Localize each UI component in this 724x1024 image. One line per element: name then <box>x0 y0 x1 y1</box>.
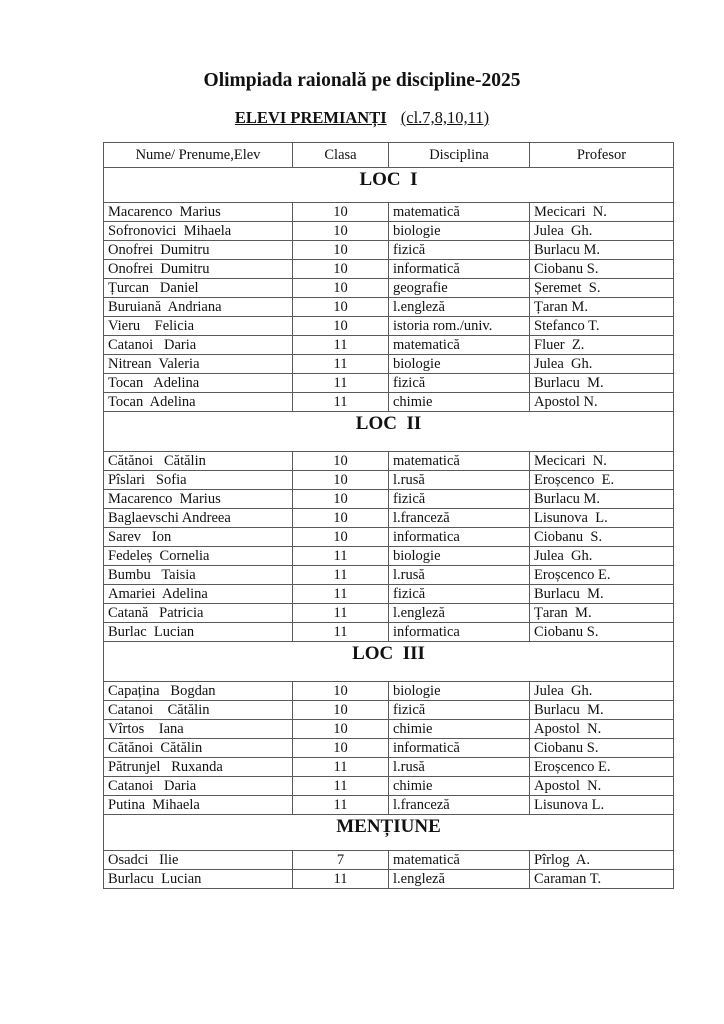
table-row <box>104 509 674 528</box>
discipline-cell: fizică <box>389 374 530 393</box>
teacher-cell: Apostol N. <box>530 720 674 739</box>
student-name-cell: Țurcan Daniel <box>104 279 293 298</box>
teacher-cell: Ciobanu S. <box>530 623 674 642</box>
teacher-cell: Julea Gh. <box>530 682 674 701</box>
class-cell: 10 <box>293 528 389 547</box>
discipline-cell: geografie <box>389 279 530 298</box>
student-name-cell: Tocan Adelina <box>104 374 293 393</box>
class-cell: 11 <box>293 758 389 777</box>
discipline-cell: informatica <box>389 528 530 547</box>
class-cell: 11 <box>293 393 389 412</box>
table-row <box>104 317 674 336</box>
section-title: MENȚIUNE <box>104 815 674 851</box>
section-header-row <box>104 412 674 452</box>
table-header-row <box>104 143 674 168</box>
student-name-cell: Macarenco Marius <box>104 490 293 509</box>
class-cell: 10 <box>293 471 389 490</box>
table-body <box>104 168 674 889</box>
table-row <box>104 623 674 642</box>
student-name-cell: Onofrei Dumitru <box>104 241 293 260</box>
awards-table <box>103 142 674 889</box>
header-discipline: Disciplina <box>389 143 530 168</box>
teacher-cell: Burlacu M. <box>530 241 674 260</box>
table-row <box>104 547 674 566</box>
student-name-cell: Macarenco Marius <box>104 203 293 222</box>
class-cell: 10 <box>293 260 389 279</box>
class-cell: 11 <box>293 566 389 585</box>
class-cell: 11 <box>293 870 389 889</box>
section-header-row <box>104 642 674 682</box>
table-row <box>104 739 674 758</box>
teacher-cell: Fluer Z. <box>530 336 674 355</box>
student-name-cell: Osadci Ilie <box>104 851 293 870</box>
table-row <box>104 604 674 623</box>
section-header-row <box>104 168 674 203</box>
student-name-cell: Vieru Felicia <box>104 317 293 336</box>
teacher-cell: Caraman T. <box>530 870 674 889</box>
table-row <box>104 260 674 279</box>
document-title: Olimpiada raională pe discipline-2025 <box>203 70 521 91</box>
table-row <box>104 566 674 585</box>
discipline-cell: l.franceză <box>389 509 530 528</box>
teacher-cell: Eroșcenco E. <box>530 758 674 777</box>
section-header-row <box>104 815 674 851</box>
student-name-cell: Catanoi Daria <box>104 336 293 355</box>
class-cell: 11 <box>293 796 389 815</box>
student-name-cell: Cătănoi Cătălin <box>104 739 293 758</box>
table-row <box>104 777 674 796</box>
class-cell: 10 <box>293 739 389 758</box>
discipline-cell: biologie <box>389 682 530 701</box>
teacher-cell: Lisunova L. <box>530 796 674 815</box>
class-cell: 11 <box>293 604 389 623</box>
discipline-cell: informatica <box>389 623 530 642</box>
teacher-cell: Julea Gh. <box>530 222 674 241</box>
class-cell: 10 <box>293 452 389 471</box>
student-name-cell: Tocan Adelina <box>104 393 293 412</box>
table-row <box>104 393 674 412</box>
class-cell: 10 <box>293 682 389 701</box>
student-name-cell: Putina Mihaela <box>104 796 293 815</box>
section-title: LOC I <box>104 168 674 203</box>
teacher-cell: Burlacu M. <box>530 701 674 720</box>
class-cell: 11 <box>293 547 389 566</box>
class-cell: 10 <box>293 222 389 241</box>
document-subtitle <box>0 108 724 128</box>
teacher-cell: Ciobanu S. <box>530 260 674 279</box>
student-name-cell: Amariei Adelina <box>104 585 293 604</box>
table-row <box>104 701 674 720</box>
class-cell: 10 <box>293 203 389 222</box>
table-row <box>104 336 674 355</box>
table-row <box>104 452 674 471</box>
header-name: Nume/ Prenume,Elev <box>104 143 293 168</box>
discipline-cell: matematică <box>389 851 530 870</box>
class-cell: 10 <box>293 279 389 298</box>
teacher-cell: Julea Gh. <box>530 355 674 374</box>
discipline-cell: matematică <box>389 452 530 471</box>
discipline-cell: fizică <box>389 585 530 604</box>
discipline-cell: fizică <box>389 701 530 720</box>
student-name-cell: Pătrunjel Ruxanda <box>104 758 293 777</box>
class-cell: 10 <box>293 509 389 528</box>
discipline-cell: informatică <box>389 739 530 758</box>
class-cell: 11 <box>293 585 389 604</box>
teacher-cell: Stefanco T. <box>530 317 674 336</box>
table-row <box>104 298 674 317</box>
discipline-cell: biologie <box>389 355 530 374</box>
subtitle-classes: (cl.7,8,10,11) <box>400 108 490 127</box>
table-row <box>104 851 674 870</box>
discipline-cell: fizică <box>389 490 530 509</box>
student-name-cell: Sofronovici Mihaela <box>104 222 293 241</box>
section-title: LOC II <box>104 412 674 452</box>
student-name-cell: Burlac Lucian <box>104 623 293 642</box>
class-cell: 7 <box>293 851 389 870</box>
discipline-cell: informatică <box>389 260 530 279</box>
teacher-cell: Ciobanu S. <box>530 528 674 547</box>
table-row <box>104 241 674 260</box>
teacher-cell: Pîrlog A. <box>530 851 674 870</box>
student-name-cell: Bumbu Taisia <box>104 566 293 585</box>
student-name-cell: Nitrean Valeria <box>104 355 293 374</box>
table-row <box>104 355 674 374</box>
student-name-cell: Cătănoi Cătălin <box>104 452 293 471</box>
student-name-cell: Pîslari Sofia <box>104 471 293 490</box>
discipline-cell: matematică <box>389 336 530 355</box>
discipline-cell: l.engleză <box>389 604 530 623</box>
section-title: LOC III <box>104 642 674 682</box>
student-name-cell: Fedeleș Cornelia <box>104 547 293 566</box>
teacher-cell: Eroșcenco E. <box>530 566 674 585</box>
table-row <box>104 758 674 777</box>
discipline-cell: istoria rom./univ. <box>389 317 530 336</box>
discipline-cell: l.rusă <box>389 758 530 777</box>
student-name-cell: Baglaevschi Andreea <box>104 509 293 528</box>
class-cell: 11 <box>293 355 389 374</box>
table-row <box>104 682 674 701</box>
class-cell: 10 <box>293 701 389 720</box>
discipline-cell: l.engleză <box>389 870 530 889</box>
class-cell: 10 <box>293 298 389 317</box>
class-cell: 10 <box>293 720 389 739</box>
header-class: Clasa <box>293 143 389 168</box>
teacher-cell: Țaran M. <box>530 604 674 623</box>
teacher-cell: Lisunova L. <box>530 509 674 528</box>
student-name-cell: Catană Patricia <box>104 604 293 623</box>
table-row <box>104 222 674 241</box>
discipline-cell: l.rusă <box>389 566 530 585</box>
student-name-cell: Catanoi Daria <box>104 777 293 796</box>
student-name-cell: Buruiană Andriana <box>104 298 293 317</box>
teacher-cell: Mecicari N. <box>530 452 674 471</box>
table-row <box>104 490 674 509</box>
student-name-cell: Burlacu Lucian <box>104 870 293 889</box>
discipline-cell: biologie <box>389 222 530 241</box>
class-cell: 10 <box>293 241 389 260</box>
discipline-cell: fizică <box>389 241 530 260</box>
class-cell: 11 <box>293 336 389 355</box>
teacher-cell: Burlacu M. <box>530 490 674 509</box>
class-cell: 10 <box>293 317 389 336</box>
table-row <box>104 720 674 739</box>
subtitle-main: ELEVI PREMIANȚI <box>234 108 387 127</box>
teacher-cell: Țaran M. <box>530 298 674 317</box>
teacher-cell: Șeremet S. <box>530 279 674 298</box>
discipline-cell: chimie <box>389 777 530 796</box>
header-teacher: Profesor <box>530 143 674 168</box>
table-row <box>104 203 674 222</box>
teacher-cell: Ciobanu S. <box>530 739 674 758</box>
student-name-cell: Sarev Ion <box>104 528 293 547</box>
table-row <box>104 585 674 604</box>
discipline-cell: l.rusă <box>389 471 530 490</box>
teacher-cell: Mecicari N. <box>530 203 674 222</box>
class-cell: 11 <box>293 623 389 642</box>
teacher-cell: Apostol N. <box>530 777 674 796</box>
teacher-cell: Burlacu M. <box>530 374 674 393</box>
class-cell: 11 <box>293 777 389 796</box>
table-row <box>104 528 674 547</box>
teacher-cell: Burlacu M. <box>530 585 674 604</box>
table-row <box>104 796 674 815</box>
discipline-cell: chimie <box>389 720 530 739</box>
student-name-cell: Catanoi Cătălin <box>104 701 293 720</box>
discipline-cell: matematică <box>389 203 530 222</box>
teacher-cell: Eroșcenco E. <box>530 471 674 490</box>
student-name-cell: Vîrtos Iana <box>104 720 293 739</box>
table-row <box>104 870 674 889</box>
table-row <box>104 374 674 393</box>
class-cell: 11 <box>293 374 389 393</box>
teacher-cell: Julea Gh. <box>530 547 674 566</box>
class-cell: 10 <box>293 490 389 509</box>
student-name-cell: Capațina Bogdan <box>104 682 293 701</box>
discipline-cell: l.franceză <box>389 796 530 815</box>
student-name-cell: Onofrei Dumitru <box>104 260 293 279</box>
table-row <box>104 279 674 298</box>
table-row <box>104 471 674 490</box>
teacher-cell: Apostol N. <box>530 393 674 412</box>
discipline-cell: biologie <box>389 547 530 566</box>
discipline-cell: chimie <box>389 393 530 412</box>
discipline-cell: l.engleză <box>389 298 530 317</box>
